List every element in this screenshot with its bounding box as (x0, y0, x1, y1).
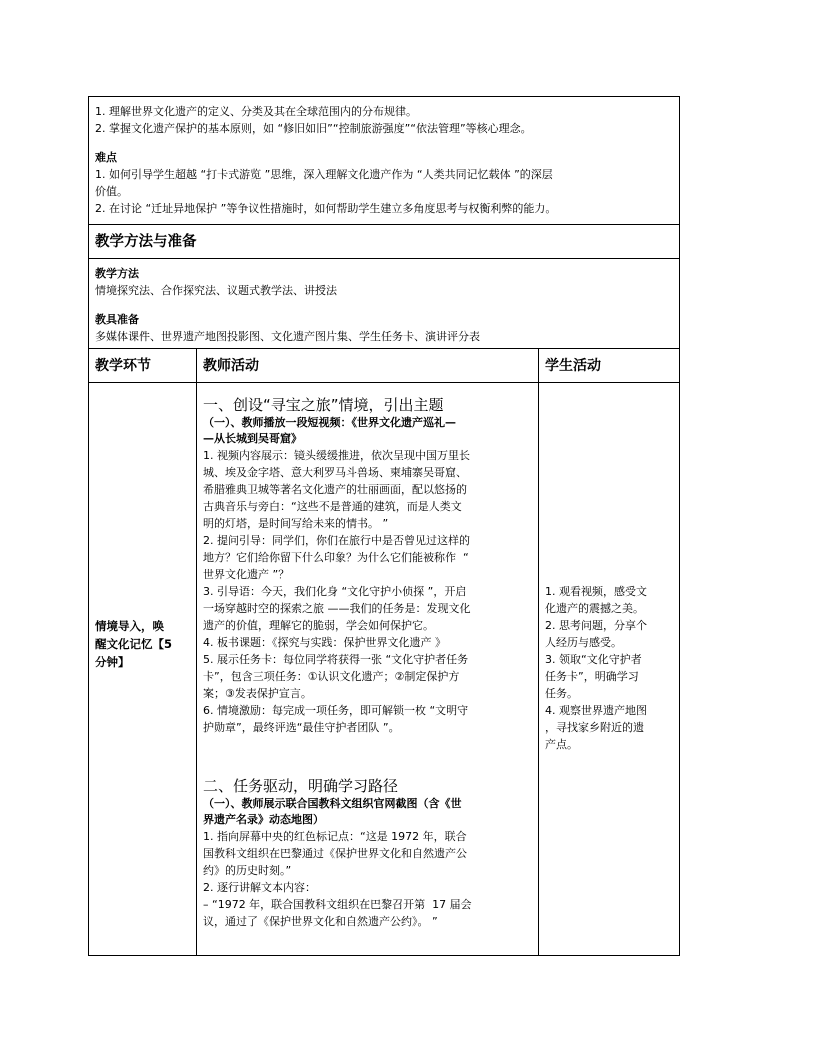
s1-line: 卡”，包含三项任务：①认识文化遗产；②制定保护方 (203, 670, 460, 683)
methods-content-row (89, 259, 679, 349)
table-body-row (89, 383, 679, 955)
difficulty-line-2: 价值。 (95, 185, 128, 198)
student-line: 化遗产的震撼之美。 (545, 602, 644, 615)
s2-line: 2. 逐行讲解文本内容： (203, 881, 316, 894)
header-student: 学生活动 (545, 358, 601, 374)
header-stage: 教学环节 (95, 358, 151, 374)
student-line: 任务。 (545, 687, 578, 700)
stage-cell (89, 383, 197, 955)
section1-title: 一、创设“寻宝之旅”情境，引出主题 (203, 396, 444, 414)
stage-line-2: 醒文化记忆【5 (95, 637, 173, 651)
teacher-activity-cell (197, 383, 539, 955)
student-line: 产点。 (545, 738, 578, 751)
s2-line: 1. 指向屏幕中央的红色标记点：“这是 1972 年，联合 (203, 830, 467, 843)
student-line: ，寻找家乡附近的遗 (545, 721, 644, 734)
s1-line: 3. 引导语：今天，我们化身 “文化守护小侦探 ”，开启 (203, 585, 467, 598)
methods-heading-row (89, 225, 679, 259)
student-line: 4. 观察世界遗产地图 (545, 704, 647, 717)
s1-line: 1. 视频内容展示：镜头缓缓推进，依次呈现中国万里长 (203, 449, 470, 462)
table-header-row (89, 349, 679, 383)
s1-line: 2. 提问引导：同学们，你们在旅行中是否曾见过这样的 (203, 534, 470, 547)
s1-line: 4. 板书课题：《探究与实践：保护世界文化遗产 》 (203, 636, 446, 649)
section2-sub-1: （一）、教师展示联合国教科文组织官网截图（含《世 (203, 797, 462, 810)
s1-line: 明的灯塔，是时间写给未来的情书。 ” (203, 517, 389, 530)
student-activity-cell (539, 383, 679, 955)
s1-line: 护勋章”，最终评选“最佳守护者团队 ”。 (203, 721, 400, 734)
s1-line: 古典音乐与旁白：“这些不是普通的建筑，而是人类文 (203, 500, 462, 513)
student-line: 2. 思考问题，分享个 (545, 619, 647, 632)
student-line: 任务卡”，明确学习 (545, 670, 639, 683)
stage-line-3: 分钟】 (95, 655, 130, 669)
s1-line: 一场穿越时空的探索之旅 ——我们的任务是：发现文化 (203, 602, 471, 615)
s1-line: 城、埃及金字塔、意大利罗马斗兽场、柬埔寨吴哥窟、 (203, 466, 467, 479)
stage-line-1: 情境导入，唤 (95, 619, 164, 633)
objective-line-2: 2. 掌握文化遗产保护的基本原则，如 “修旧如旧”“控制旅游强度”“依法管理”等核心理念。 (95, 122, 532, 135)
methods-heading: 教学方法与准备 (95, 234, 197, 250)
objectives-difficulties-block (89, 97, 679, 225)
header-teacher: 教师活动 (203, 358, 259, 374)
prep-text: 多媒体课件、世界遗产地图投影图、文化遗产图片集、学生任务卡、演讲评分表 (95, 330, 480, 343)
s2-line: 议，通过了《保护世界文化和自然遗产公约》。 ” (203, 915, 438, 928)
s1-line: 5. 展示任务卡：每位同学将获得一张 “文化守护者任务 (203, 653, 469, 666)
s2-line: 国教科文组织在巴黎通过《保护世界文化和自然遗产公 (203, 847, 467, 860)
difficulty-line-1: 1. 如何引导学生超越 “打卡式游览 ”思维，深入理解文化遗产作为 “人类共同记忆载体 ”的深层 (95, 168, 553, 181)
s2-line: – “1972 年，联合国教科文组织在巴黎召开第 17 届会 (203, 898, 472, 911)
section2-sub-2: 界遗产名录》动态地图） (203, 813, 324, 826)
section1-sub-2: —从长城到吴哥窟》 (203, 432, 302, 445)
s1-line: 遗产的价值，理解它的脆弱，学会如何保护它。 (203, 619, 434, 632)
s2-line: 约》的历史时刻。” (203, 864, 292, 877)
section1-sub-1: （一）、教师播放一段短视频：《世界文化遗产巡礼— (203, 416, 456, 429)
section2-title: 二、任务驱动，明确学习路径 (203, 777, 399, 795)
difficulties-title: 难点 (95, 151, 117, 164)
s1-line: 6. 情境激励：每完成一项任务，即可解锁一枚 “文明守 (203, 704, 469, 717)
s1-line: 地方？它们给你留下什么印象？为什么它们能被称作 “ (203, 551, 469, 564)
difficulty-line-3: 2. 在讨论 “迁址异地保护 ”等争议性措施时，如何帮助学生建立多角度思考与权衡利弊的能力。 (95, 202, 557, 215)
method-title: 教学方法 (95, 267, 139, 280)
student-line: 3. 领取“文化守护者 (545, 653, 642, 666)
prep-title: 教具准备 (95, 313, 139, 326)
student-line: 1. 观看视频，感受文 (545, 585, 647, 598)
objective-line-1: 1. 理解世界文化遗产的定义、分类及其在全球范围内的分布规律。 (95, 105, 417, 118)
s1-line: 案；③发表保护宣言。 (203, 687, 312, 700)
method-text: 情境探究法、合作探究法、议题式教学法、讲授法 (95, 284, 337, 297)
s1-line: 希腊雅典卫城等著名文化遗产的壮丽画面，配以悠扬的 (203, 483, 467, 496)
s1-line: 世界文化遗产 ”？ (203, 568, 290, 581)
student-line: 人经历与感受。 (545, 636, 622, 649)
lesson-plan-table (88, 96, 680, 956)
